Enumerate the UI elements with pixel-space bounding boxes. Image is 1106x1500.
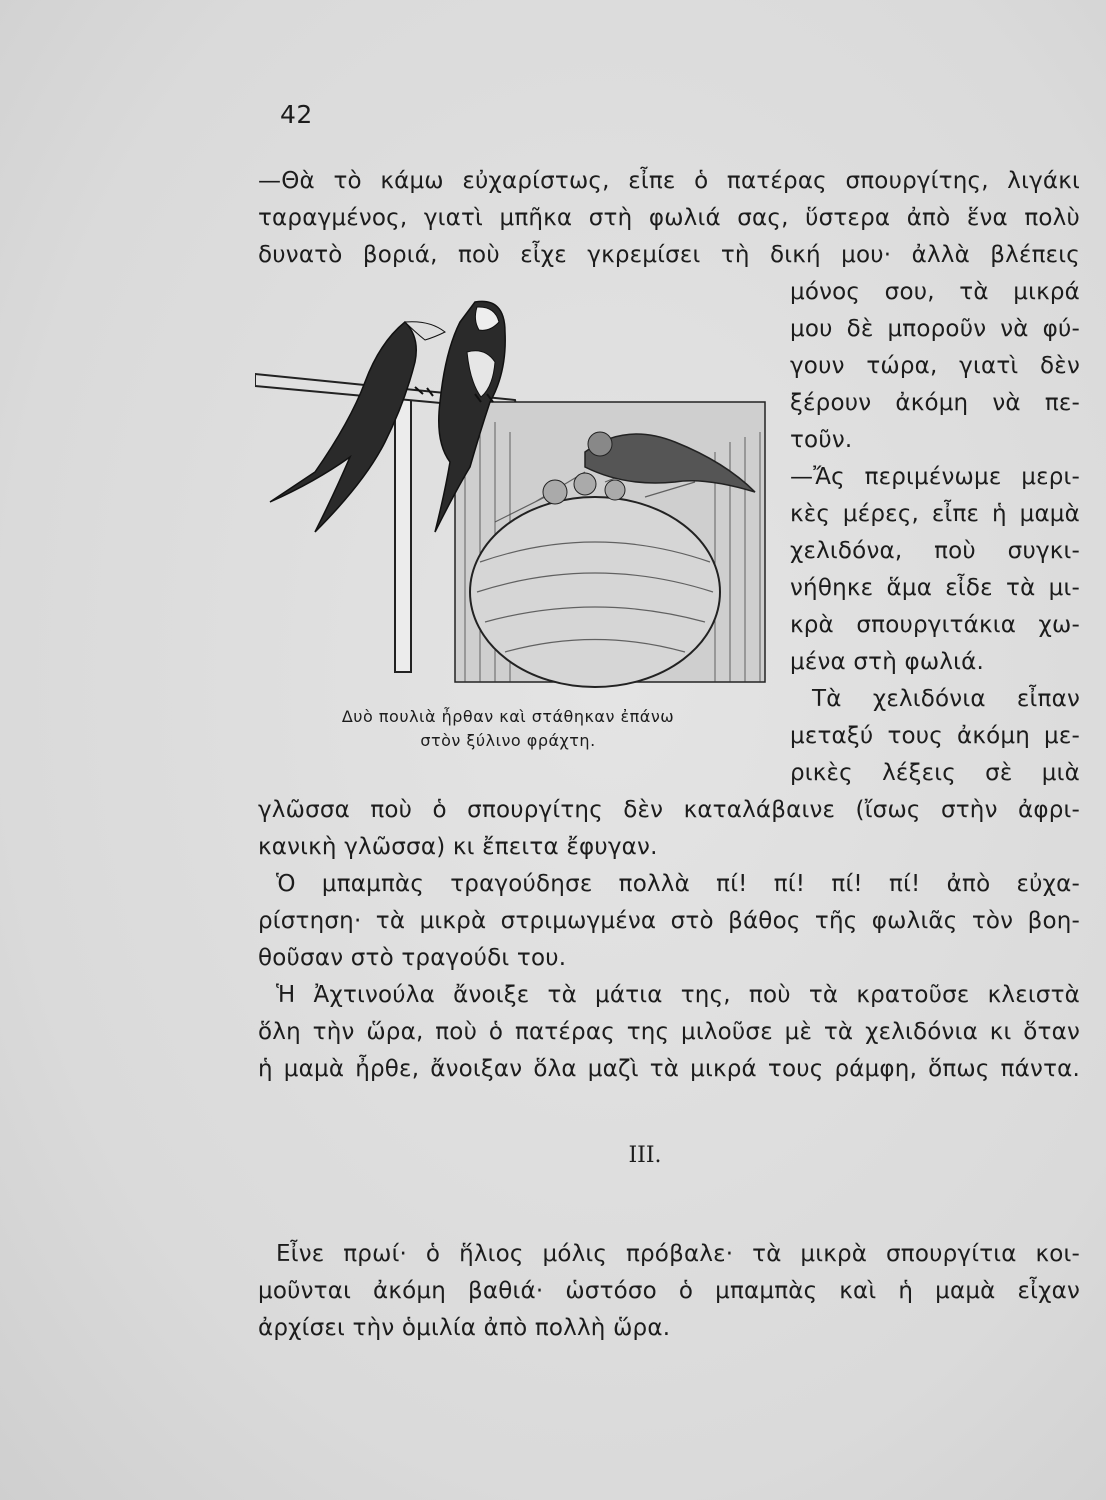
- text-line: κὲς μέρες, εἶπε ἡ μαμὰ: [790, 501, 1080, 527]
- text-line: κρὰ σπουργιτάκια χω-: [790, 612, 1080, 638]
- text-line: ρίστηση· τὰ μικρὰ στριμωγμένα στὸ βάθος τῆς φωλιᾶς τὸν βοη-: [258, 908, 1080, 934]
- text-line: μόνος σου, τὰ μικρά: [790, 279, 1080, 305]
- illustration-caption: στὸν ξύλινο φράχτη.: [420, 731, 596, 750]
- text-line: μεταξύ τους ἀκόμη με-: [790, 723, 1080, 749]
- illustration-caption: Δυὸ πουλιὰ ἦρθαν καὶ στάθηκαν ἐπάνω: [341, 707, 675, 726]
- page-number: 42: [280, 100, 313, 129]
- text-line: δυνατὸ βοριά, ποὺ εἶχε γκρεμίσει τὴ δική μου· ἀλλὰ βλέπεις: [258, 242, 1080, 268]
- text-line: Ὁ μπαμπὰς τραγούδησε πολλὰ πί! πί! πί! πί! ἀπὸ εὐχα-: [276, 871, 1080, 897]
- text-line: ὅλη τὴν ὥρα, ποὺ ὁ πατέρας της μιλοῦσε μὲ τὰ χελιδόνια κι ὅταν: [258, 1019, 1080, 1045]
- text-line: —Ἄς περιμένωμε μερι-: [790, 464, 1080, 490]
- text-line: γουν τώρα, γιατὶ δὲν: [790, 353, 1080, 379]
- text-line: νήθηκε ἅμα εἶδε τὰ μι-: [790, 575, 1080, 601]
- text-line: θοῦσαν στὸ τραγούδι του.: [258, 945, 567, 971]
- text-line: μοῦνται ἀκόμη βαθιά· ὡστόσο ὁ μπαμπὰς καὶ ἡ μαμὰ εἶχαν: [258, 1278, 1080, 1304]
- text-line: ξέρουν ἀκόμη νὰ πε-: [790, 390, 1080, 416]
- text-line: γλῶσσα ποὺ ὁ σπουργίτης δὲν καταλάβαινε (ἴσως στὴν ἀφρι-: [258, 797, 1080, 823]
- text-line: ἡ μαμὰ ἦρθε, ἄνοιξαν ὅλα μαζὶ τὰ μικρά τους ράμφη, ὅπως πάντα.: [258, 1056, 1080, 1082]
- text-line: χελιδόνα, ποὺ συγκι-: [790, 538, 1080, 564]
- text-line: μου δὲ μποροῦν νὰ φύ-: [790, 316, 1080, 342]
- text-line: ἀρχίσει τὴν ὁμιλία ἀπὸ πολλὴ ὥρα.: [258, 1315, 671, 1341]
- swallows-nest-illustration: [255, 292, 785, 704]
- text-line: ταραγμένος, γιατὶ μπῆκα στὴ φωλιά σας, ὕστερα ἀπὸ ἕνα πολὺ: [258, 205, 1080, 231]
- text-line: —Θὰ τὸ κάμω εὐχαρίστως, εἶπε ὁ πατέρας σπουργίτης, λιγάκι: [258, 168, 1080, 194]
- text-line: Ἡ Ἀχτινούλα ἄνοιξε τὰ μάτια της, ποὺ τὰ κρατοῦσε κλειστὰ: [276, 982, 1080, 1008]
- text-line: Τὰ χελιδόνια εἶπαν: [812, 686, 1080, 712]
- text-line: μένα στὴ φωλιά.: [790, 649, 984, 675]
- text-line: τοῦν.: [790, 427, 853, 453]
- text-line: Εἶνε πρωί· ὁ ἥλιος μόλις πρόβαλε· τὰ μικρὰ σπουργίτια κοι-: [276, 1241, 1080, 1267]
- text-line: ρικὲς λέξεις σὲ μιὰ: [790, 760, 1080, 786]
- section-heading: ΙΙΙ.: [628, 1143, 662, 1168]
- text-line: κανικὴ γλῶσσα) κι ἔπειτα ἔφυγαν.: [258, 834, 658, 860]
